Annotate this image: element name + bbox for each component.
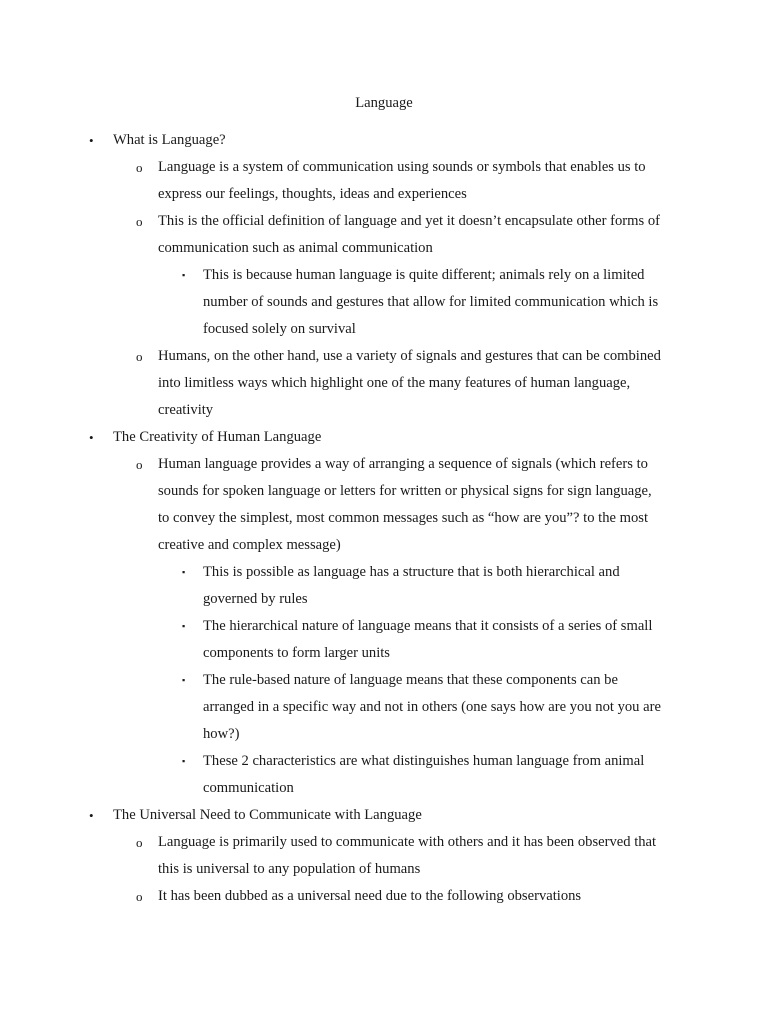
bullet-marker: o [136, 835, 143, 850]
bullet-marker: o [136, 160, 143, 175]
bullet-marker: o [136, 457, 143, 472]
bullet-text [203, 613, 652, 667]
sub-bullet-item [0, 208, 768, 262]
bullet-text [158, 451, 652, 559]
bullet-marker: ▪ [182, 756, 186, 766]
text-line: Language is a system of communication using sounds or symbols that enables us to [158, 159, 646, 175]
sub-sub-bullet-item [0, 748, 768, 802]
bullet-text [158, 883, 581, 910]
text-line: Language is primarily used to communicate with others and it has been observed that [158, 834, 657, 850]
bullet-text [203, 748, 644, 802]
text-line: governed by rules [203, 591, 308, 607]
bullet-text [113, 127, 226, 154]
text-line: this is universal to any population of humans [158, 861, 421, 877]
text-line: communication [203, 780, 294, 796]
sub-bullet-item [0, 883, 768, 910]
bullet-marker: o [136, 214, 143, 229]
sub-bullet-item [0, 343, 768, 424]
text-line: This is because human language is quite different; animals rely on a limited [203, 267, 645, 283]
bullet-marker: ▪ [182, 675, 186, 685]
sub-bullet-item [0, 451, 768, 559]
text-line: how?) [203, 726, 240, 742]
text-line: number of sounds and gestures that allow for limited communication which is [203, 294, 659, 310]
bullet-text [158, 829, 656, 883]
text-line: The Universal Need to Communicate with Language [113, 807, 422, 823]
bullet-text [158, 208, 660, 262]
text-line: express our feelings, thoughts, ideas and experiences [158, 186, 467, 202]
text-line: This is the official definition of language and yet it doesn’t encapsulate other forms of [158, 213, 660, 229]
text-line: focused solely on survival [203, 321, 356, 337]
text-line: arranged in a specific way and not in others (one says how are you not you are [203, 699, 661, 715]
text-line: creative and complex message) [158, 537, 341, 553]
text-line: What is Language? [113, 132, 226, 148]
sub-sub-bullet-item [0, 613, 768, 667]
sub-bullet-item [0, 829, 768, 883]
text-line: Humans, on the other hand, use a variety of signals and gestures that can be combined [158, 348, 661, 364]
bullet-marker: o [136, 349, 143, 364]
bullet-text [113, 802, 422, 829]
text-line: into limitless ways which highlight one of the many features of human language, [158, 375, 631, 391]
bullet-marker: • [89, 808, 94, 823]
bullet-text [203, 262, 658, 343]
text-line: components to form larger units [203, 645, 390, 661]
bullet-marker: • [89, 133, 94, 148]
text-line: The hierarchical nature of language means that it consists of a series of small [203, 618, 653, 634]
bullet-text [203, 667, 661, 748]
bullet-item [0, 424, 768, 451]
text-line: The rule-based nature of language means that these components can be [203, 672, 618, 688]
bullet-item [0, 802, 768, 829]
bullet-marker: ▪ [182, 567, 186, 577]
bullet-marker: • [89, 430, 94, 445]
text-line: Human language provides a way of arranging a sequence of signals (which refers to [158, 456, 648, 472]
bullet-marker: ▪ [182, 621, 186, 631]
text-line: sounds for spoken language or letters for written or physical signs for sign language, [158, 483, 652, 499]
text-line: These 2 characteristics are what distinguishes human language from animal [203, 753, 645, 769]
bullet-text [203, 559, 620, 613]
sub-sub-bullet-item [0, 667, 768, 748]
sub-bullet-item [0, 154, 768, 208]
sub-sub-bullet-item [0, 262, 768, 343]
bullet-text [158, 343, 661, 424]
text-line: It has been dubbed as a universal need due to the following observations [158, 888, 582, 904]
text-line: communication such as animal communication [158, 240, 433, 256]
sub-sub-bullet-item [0, 559, 768, 613]
bullet-item [0, 127, 768, 154]
page-title: Language [355, 95, 413, 111]
bullet-text [113, 424, 321, 451]
bullet-text [158, 154, 646, 208]
bullet-marker: ▪ [182, 270, 186, 280]
text-line: The Creativity of Human Language [113, 429, 322, 445]
text-line: to convey the simplest, most common messages such as “how are you”? to the most [158, 510, 649, 526]
text-line: creativity [158, 402, 214, 418]
text-line: This is possible as language has a structure that is both hierarchical and [203, 564, 620, 580]
bullet-marker: o [136, 889, 143, 904]
